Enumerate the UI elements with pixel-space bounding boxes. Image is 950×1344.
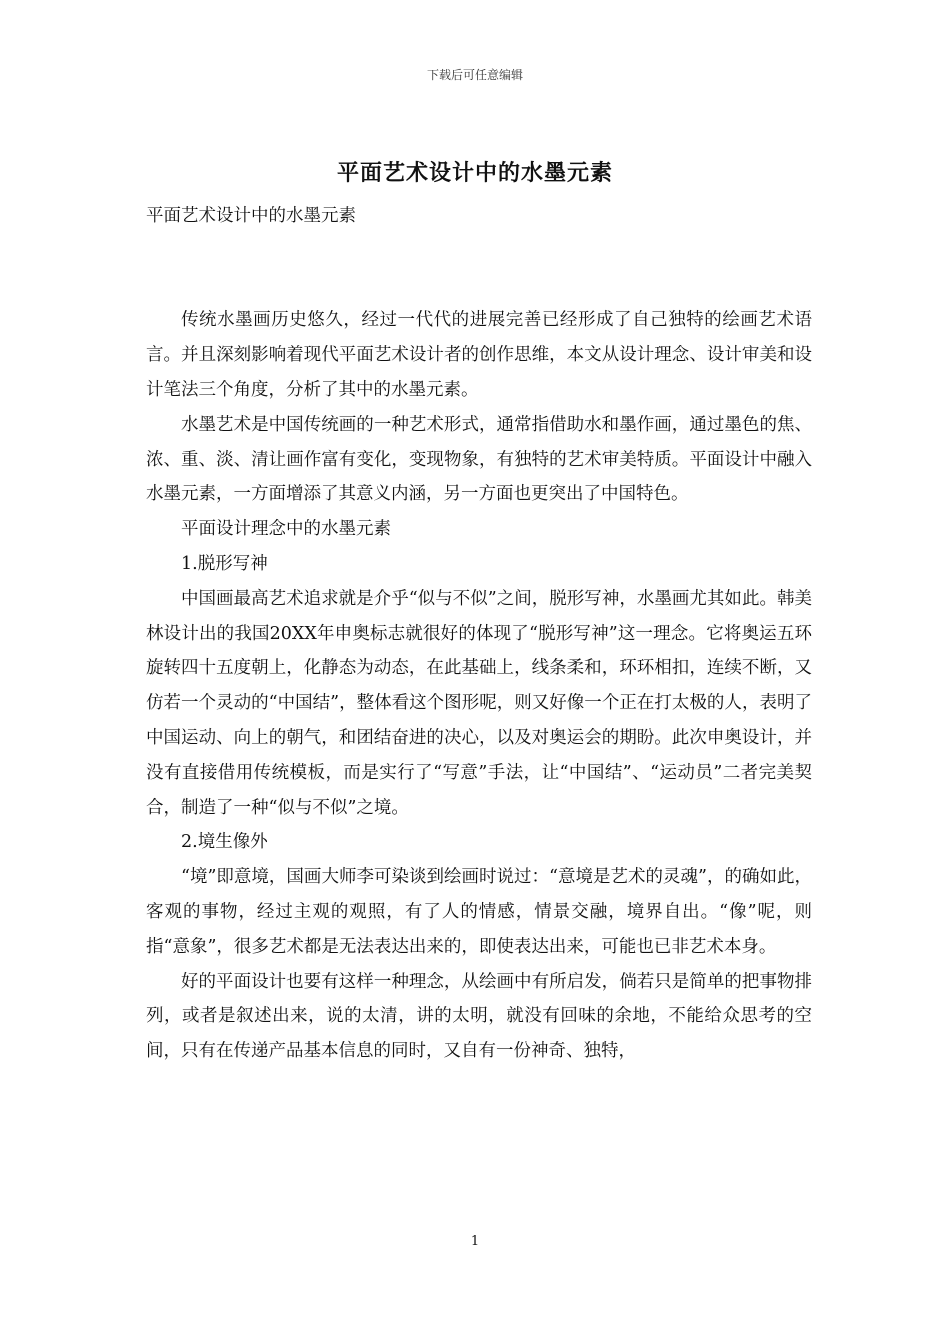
document-body [146,199,812,1069]
paragraph-intro: 传统水墨画历史悠久，经过一代代的进展完善已经形成了自己独特的绘画艺术语言。并且深刻影响着现代平面艺术设计者的创作思维，本文从设计理念、设计审美和设计笔法三个角度，分析了其中的水墨元素。 [146,310,812,400]
document-title: 平面艺术设计中的水墨元素 [336,161,613,186]
paragraph-ink-art: 水墨艺术是中国传统画的一种艺术形式，通常指借助水和墨作画，通过墨色的焦、浓、重、淡、清让画作富有变化，变现物象，有独特的艺术审美特质。平面设计中融入水墨元素，一方面增添了其意义内涵，另一方面也更突出了中国特色。 [146,414,812,505]
document-subtitle: 平面艺术设计中的水墨元素 [146,206,356,226]
subsection-heading-1: 1.脱形写神 [181,553,268,574]
subsection-heading-2: 2.境生像外 [181,832,268,853]
header-note: 下载后可任意编辑 [426,68,523,82]
blank-line [146,234,812,304]
section-heading-design-concept: 平面设计理念中的水墨元素 [181,519,391,540]
paragraph-good-design: 好的平面设计也要有这样一种理念，从绘画中有所启发，倘若只是简单的把事物排列，或者是叙述出来，说的太清，讲的太明，就没有回味的余地，不能给众思考的空间，只有在传递产品基本信息的同时，又自有一份神奇、独特， [146,971,812,1062]
paragraph-tuoxing: 中国画最高艺术追求就是介乎“似与不似”之间，脱形写神，水墨画尤其如此。韩美林设计出的我国20XX年申奥标志就很好的体现了“脱形写神”这一理念。它将奥运五环旋转四十五度朝上，化静态为动态，在此基础上，线条柔和，环环相扣，连续不断，又仿若一个灵动的“中国结”，整体看这个图形呢，则又好像一个正在打太极的人，表明了中国运动、向上的朝气，和团结奋进的决心，以及对奥运会的期盼。此次申奥设计，并没有直接借用传统模板，而是实行了“写意”手法，让“中国结”、“运动员”二者完美契合，制造了一种“似与不似”之境。 [146,588,812,818]
page-number: 1 [470,1234,480,1249]
paragraph-jing: “境”即意境，国画大师李可染谈到绘画时说过：“意境是艺术的灵魂”，的确如此，客观的事物，经过主观的观照，有了人的情感，情景交融，境界自出。“像”呢，则指“意象”，很多艺术都是无法表达出来的，即使表达出来，可能也已非艺术本身。 [146,867,812,957]
